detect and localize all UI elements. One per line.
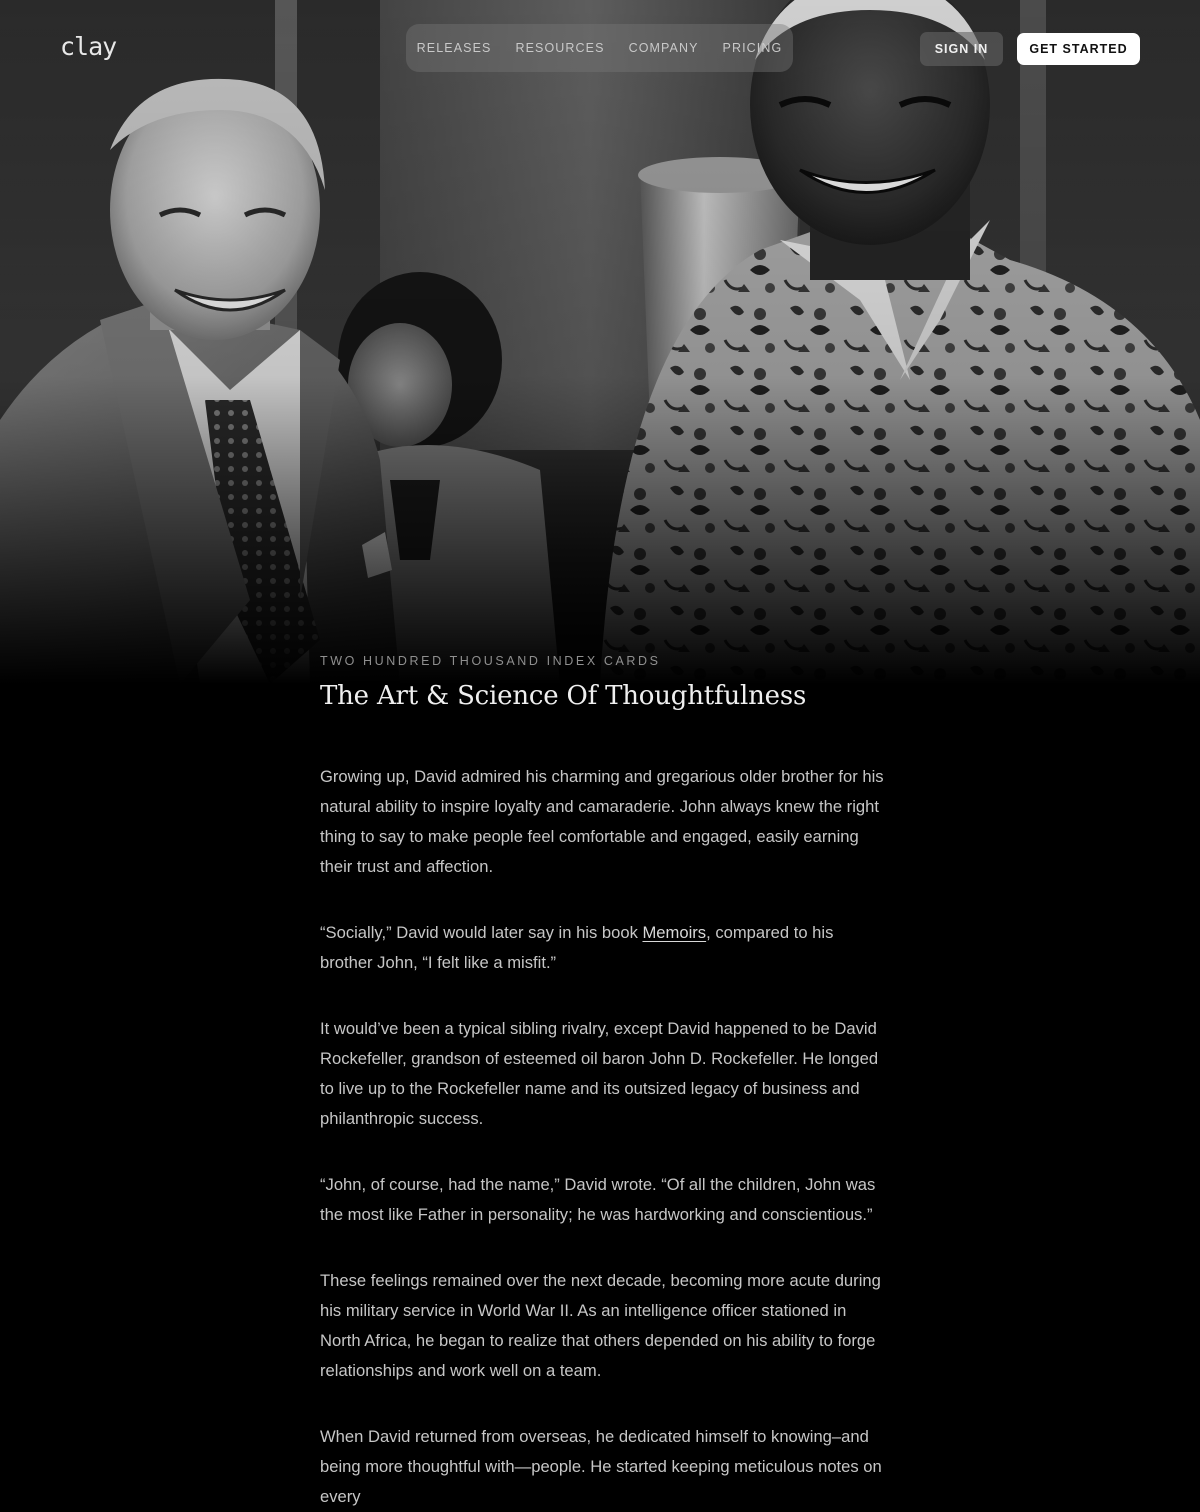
clay-logo[interactable]: clay	[60, 32, 117, 61]
article-paragraph: Growing up, David admired his charming and gregarious older brother for his natural ability to inspire loyalty and camaraderie. John always knew the right thing to say to make people feel comfortable and engaged, easily earning their trust and affection.	[320, 767, 884, 876]
sign-in-button[interactable]: SIGN IN	[920, 32, 1003, 66]
article-paragraph: “John, of course, had the name,” David wrote. “Of all the children, John was the most like Father in personality; he was hardworking and conscientious.”	[320, 1175, 876, 1224]
article-paragraph-with-link	[320, 918, 886, 978]
hero-photo	[0, 0, 1200, 684]
nav-item-releases[interactable]: RELEASES	[416, 41, 492, 55]
photo-icon	[0, 0, 1200, 684]
memoirs-link[interactable]: Memoirs	[642, 923, 707, 942]
article-paragraph: It would’ve been a typical sibling rivalry, except David happened to be David Rockefeller, grandson of esteemed oil baron John D. Rockefeller. He longed to live up to the Rockefeller name and its outsized legacy of business and philanthropic success.	[320, 1019, 879, 1128]
paragraph-text: , compared to his brother John, “I felt like a misfit.”	[320, 923, 834, 972]
nav-item-resources[interactable]: RESOURCES	[515, 41, 605, 55]
nav-item-company[interactable]: COMPANY	[628, 41, 699, 55]
article-paragraph: When David returned from overseas, he dedicated himself to knowing–and being more thoughtful with—people. He started keeping meticulous notes on every	[320, 1427, 882, 1506]
paragraph-text: “Socially,” David would later say in his book	[320, 923, 643, 942]
article-eyebrow: TWO HUNDRED THOUSAND INDEX CARDS	[320, 654, 661, 668]
article	[320, 652, 886, 1512]
article-title: The Art & Science Of Thoughtfulness	[320, 681, 807, 711]
article-paragraph: These feelings remained over the next decade, becoming more acute during his military service in World War II. As an intelligence officer stationed in North Africa, he began to realize that others depended on his ability to forge relationships and work well on a team.	[320, 1271, 881, 1380]
main-nav	[406, 24, 793, 72]
nav-item-pricing[interactable]: PRICING	[722, 41, 783, 55]
get-started-button[interactable]: GET STARTED	[1017, 33, 1140, 65]
